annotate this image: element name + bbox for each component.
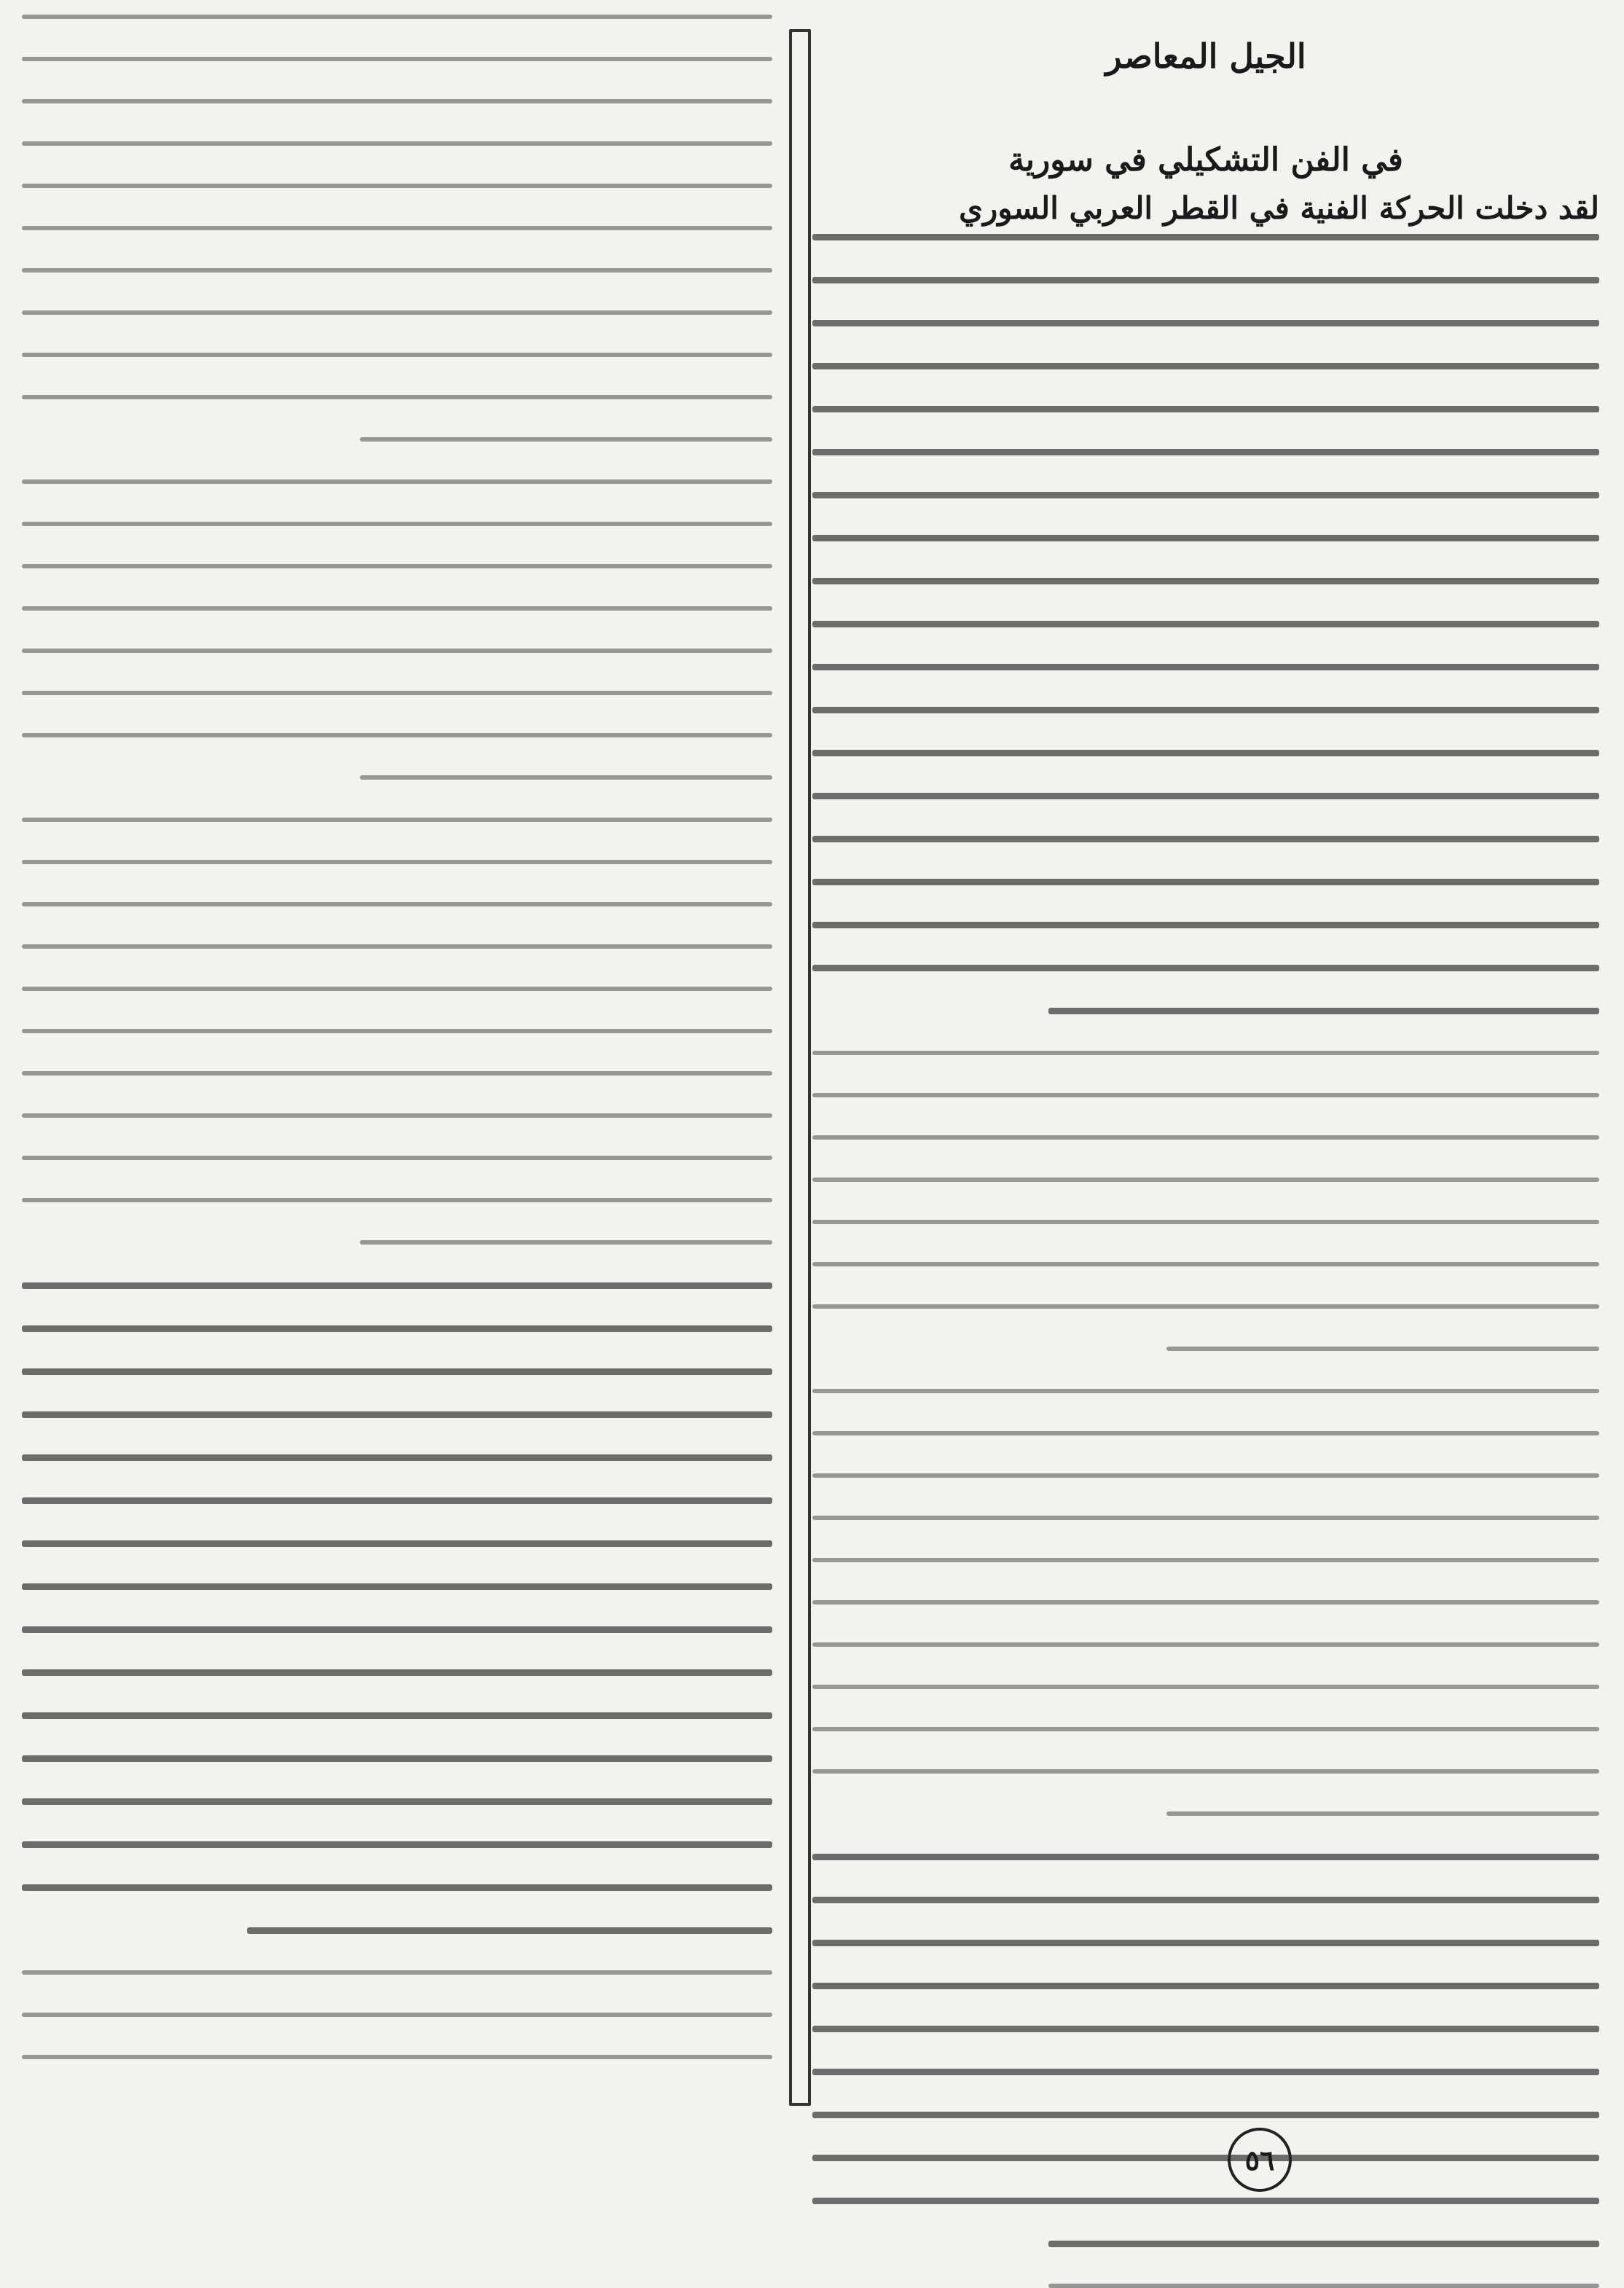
lead-sentence: لقد دخلت الحركة الفنية في القطر العربي السوري (959, 190, 1599, 226)
paragraph-7 (22, 479, 772, 780)
paragraph-6 (22, 15, 772, 442)
column-divider (789, 29, 811, 2106)
paragraph-bold-1 (812, 234, 1599, 1014)
paragraph-bold-9 (22, 1282, 772, 1934)
article-subtitle: في الفن التشكيلي في سورية (1008, 141, 1403, 179)
paragraph-8 (22, 818, 772, 1245)
paragraph-10 (22, 1970, 772, 2059)
paragraph-2 (812, 1051, 1599, 1351)
paragraph-3 (812, 1389, 1599, 1816)
paragraph-bold-4 (812, 1854, 1599, 2247)
page-number: ٥٦ (1228, 2128, 1292, 2192)
paragraph-5 (812, 2284, 1599, 2288)
article-title: الجيل المعاصر (1105, 36, 1306, 76)
right-column (812, 29, 1599, 2069)
left-column (22, 15, 772, 2113)
